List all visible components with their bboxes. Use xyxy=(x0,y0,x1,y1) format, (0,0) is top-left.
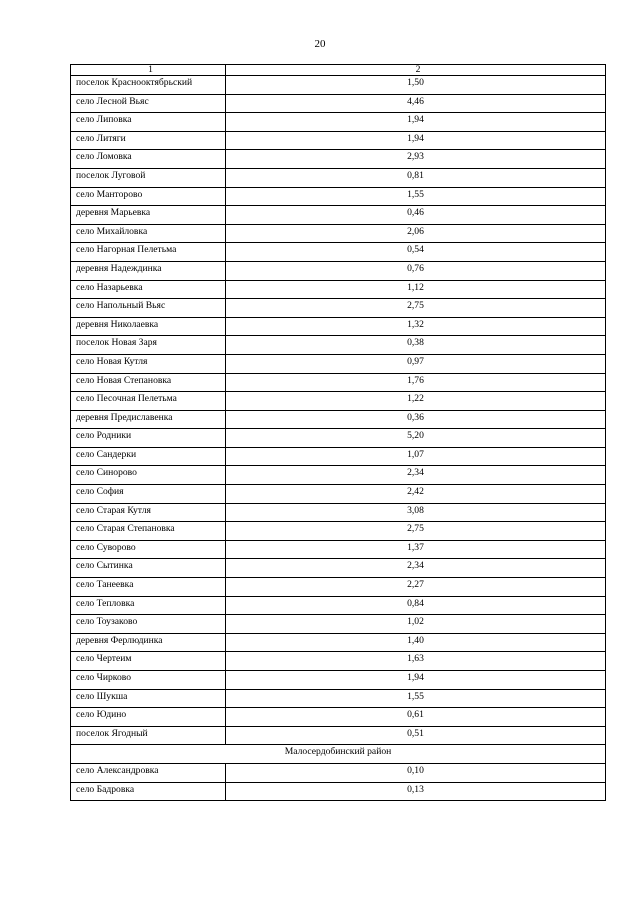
table-row xyxy=(71,243,606,262)
table-row xyxy=(71,782,606,801)
settlement-value: 1,94 xyxy=(226,131,606,150)
table-row xyxy=(71,94,606,113)
settlement-name: село Новая Кутля xyxy=(71,354,226,373)
settlement-name: село Напольный Вьяс xyxy=(71,299,226,318)
settlement-value: 1,50 xyxy=(226,76,606,95)
settlement-value: 1,94 xyxy=(226,671,606,690)
table-row xyxy=(71,280,606,299)
settlement-value: 1,40 xyxy=(226,633,606,652)
page-number: 20 xyxy=(314,38,326,50)
settlement-name: деревня Марьевка xyxy=(71,206,226,225)
settlement-value: 1,76 xyxy=(226,373,606,392)
table-row xyxy=(71,410,606,429)
settlement-name: поселок Новая Заря xyxy=(71,336,226,355)
table-row xyxy=(71,540,606,559)
settlement-name: село Литяги xyxy=(71,131,226,150)
settlement-name: село София xyxy=(71,485,226,504)
table-row xyxy=(71,131,606,150)
table-row xyxy=(71,485,606,504)
table-row xyxy=(71,522,606,541)
table-body xyxy=(71,65,606,801)
table-row xyxy=(71,299,606,318)
table-row xyxy=(71,652,606,671)
settlement-value: 0,54 xyxy=(226,243,606,262)
table-row xyxy=(71,726,606,745)
settlement-value: 2,34 xyxy=(226,559,606,578)
settlement-value: 0,81 xyxy=(226,168,606,187)
settlement-name: село Ломовка xyxy=(71,150,226,169)
settlement-value: 1,22 xyxy=(226,392,606,411)
column-header-1: 1 xyxy=(71,65,226,76)
settlement-name: деревня Надеждинка xyxy=(71,261,226,280)
settlement-name: поселок Ягодный xyxy=(71,726,226,745)
table-row xyxy=(71,503,606,522)
settlement-value: 0,84 xyxy=(226,596,606,615)
settlement-name: поселок Луговой xyxy=(71,168,226,187)
settlement-value: 2,27 xyxy=(226,578,606,597)
table-row xyxy=(71,168,606,187)
settlement-value: 1,07 xyxy=(226,447,606,466)
table-row xyxy=(71,336,606,355)
settlement-name: село Тепловка xyxy=(71,596,226,615)
table-row xyxy=(71,559,606,578)
settlement-value: 1,32 xyxy=(226,317,606,336)
settlement-value: 1,63 xyxy=(226,652,606,671)
settlement-name: село Синорово xyxy=(71,466,226,485)
settlement-value: 2,93 xyxy=(226,150,606,169)
settlement-name: село Юдино xyxy=(71,708,226,727)
settlement-value: 1,55 xyxy=(226,689,606,708)
settlement-name: село Новая Степановка xyxy=(71,373,226,392)
settlement-name: деревня Предиславенка xyxy=(71,410,226,429)
settlement-value: 0,38 xyxy=(226,336,606,355)
settlement-name: село Назарьевка xyxy=(71,280,226,299)
settlement-value: 0,97 xyxy=(226,354,606,373)
section-title: Малосердобинский район xyxy=(71,745,606,764)
settlement-name: село Шукша xyxy=(71,689,226,708)
settlement-name: село Танеевка xyxy=(71,578,226,597)
settlement-name: село Чертеим xyxy=(71,652,226,671)
settlement-value: 0,13 xyxy=(226,782,606,801)
section-row xyxy=(71,745,606,764)
settlement-name: село Бадровка xyxy=(71,782,226,801)
settlement-value: 0,46 xyxy=(226,206,606,225)
settlement-name: село Александровка xyxy=(71,763,226,782)
settlement-value: 0,10 xyxy=(226,763,606,782)
table-row xyxy=(71,317,606,336)
column-header-2: 2 xyxy=(226,65,606,76)
settlement-name: село Суворово xyxy=(71,540,226,559)
table-row xyxy=(71,429,606,448)
settlement-value: 1,12 xyxy=(226,280,606,299)
settlement-name: село Чирково xyxy=(71,671,226,690)
settlement-value: 1,02 xyxy=(226,615,606,634)
settlement-value: 0,36 xyxy=(226,410,606,429)
table-row xyxy=(71,671,606,690)
settlement-name: село Сытинка xyxy=(71,559,226,578)
settlement-name: село Старая Кутля xyxy=(71,503,226,522)
table-row xyxy=(71,392,606,411)
settlement-name: село Михайловка xyxy=(71,224,226,243)
table-row xyxy=(71,689,606,708)
table-row xyxy=(71,224,606,243)
table-row xyxy=(71,596,606,615)
settlement-value: 3,08 xyxy=(226,503,606,522)
settlement-value: 2,42 xyxy=(226,485,606,504)
table-row xyxy=(71,447,606,466)
settlement-name: поселок Краснооктябрьский xyxy=(71,76,226,95)
settlement-name: село Старая Степановка xyxy=(71,522,226,541)
settlement-name: село Родники xyxy=(71,429,226,448)
settlement-name: село Нагорная Пелетьма xyxy=(71,243,226,262)
table-row xyxy=(71,187,606,206)
settlement-name: село Песочная Пелетьма xyxy=(71,392,226,411)
data-table xyxy=(70,64,606,801)
table-row xyxy=(71,373,606,392)
settlement-value: 2,75 xyxy=(226,522,606,541)
table-row xyxy=(71,76,606,95)
table-row xyxy=(71,261,606,280)
table-header-row xyxy=(71,65,606,76)
table-row xyxy=(71,466,606,485)
settlement-value: 2,75 xyxy=(226,299,606,318)
table-row xyxy=(71,150,606,169)
settlement-name: село Сандерки xyxy=(71,447,226,466)
settlement-value: 1,37 xyxy=(226,540,606,559)
settlement-value: 1,94 xyxy=(226,113,606,132)
settlement-value: 0,61 xyxy=(226,708,606,727)
settlement-name: деревня Ферлюдинка xyxy=(71,633,226,652)
settlement-value: 2,34 xyxy=(226,466,606,485)
settlement-value: 2,06 xyxy=(226,224,606,243)
table-row xyxy=(71,578,606,597)
settlement-value: 1,55 xyxy=(226,187,606,206)
settlement-value: 0,51 xyxy=(226,726,606,745)
table-row xyxy=(71,763,606,782)
settlement-value: 0,76 xyxy=(226,261,606,280)
table-row xyxy=(71,708,606,727)
settlement-name: село Липовка xyxy=(71,113,226,132)
settlement-name: село Тоузаково xyxy=(71,615,226,634)
table-row xyxy=(71,354,606,373)
settlement-value: 5,20 xyxy=(226,429,606,448)
settlement-name: село Манторово xyxy=(71,187,226,206)
settlement-name: деревня Николаевка xyxy=(71,317,226,336)
table-row xyxy=(71,615,606,634)
table-row xyxy=(71,633,606,652)
table-row xyxy=(71,206,606,225)
settlement-name: село Лесной Вьяс xyxy=(71,94,226,113)
table-row xyxy=(71,113,606,132)
settlement-value: 4,46 xyxy=(226,94,606,113)
